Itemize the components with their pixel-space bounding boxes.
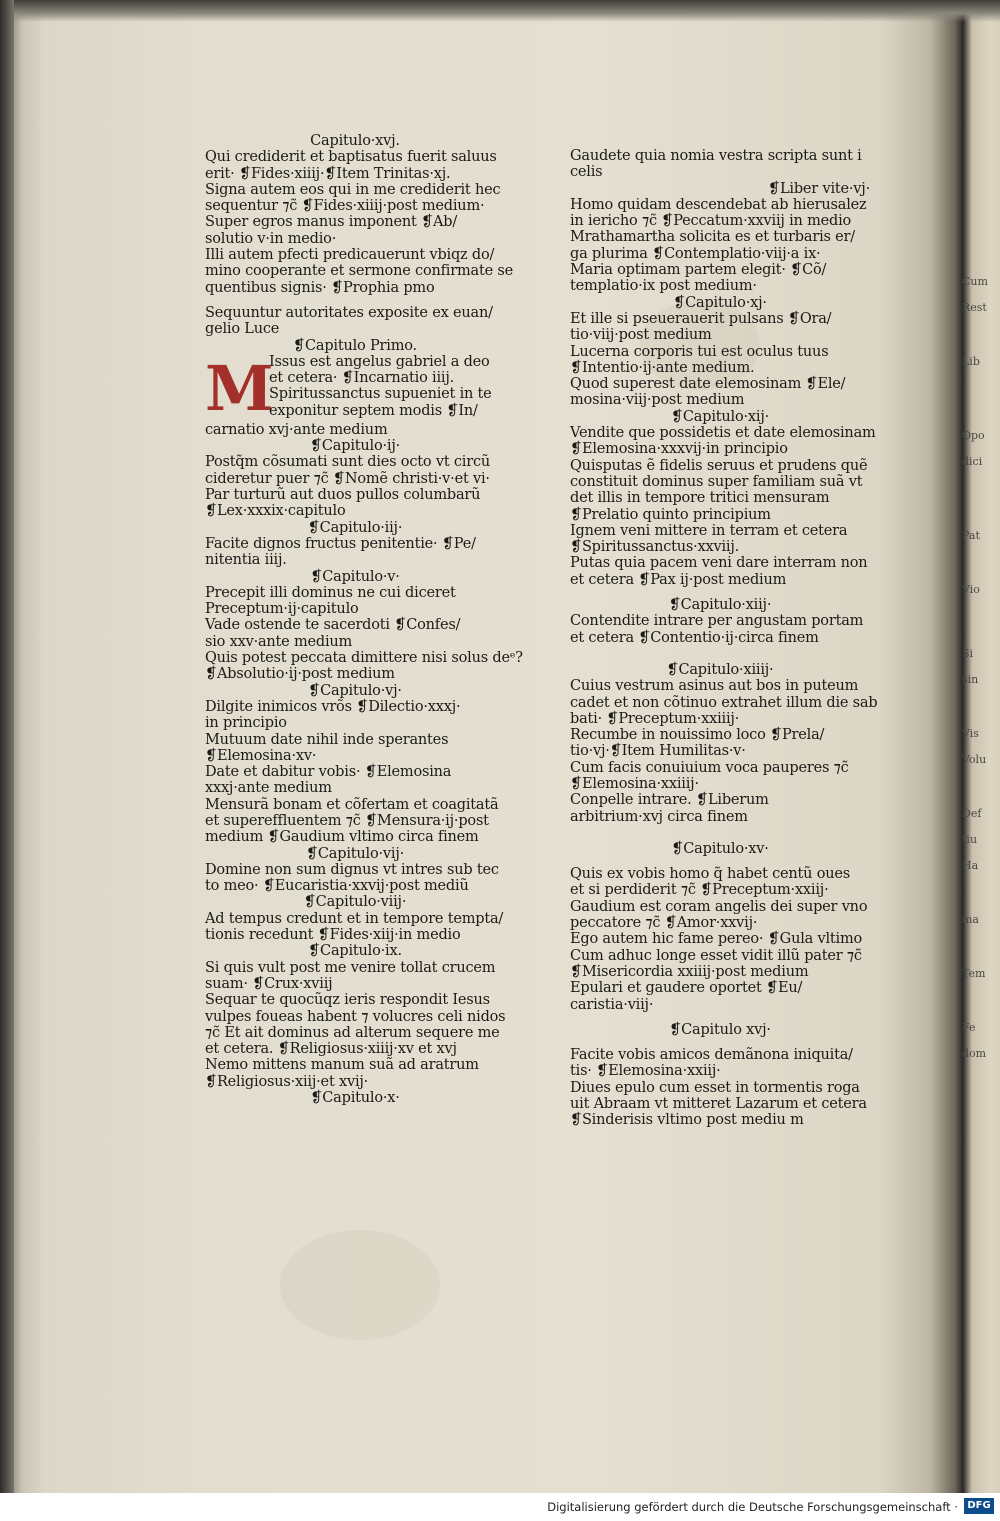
text-line: Putas quia pacem veni dare interram non <box>570 555 868 572</box>
text-line: arbitrium·xvj circa finem <box>570 808 748 825</box>
text-line: Et ille si pseuerauerit pulsans ❡Ora/ <box>570 310 832 327</box>
text-line: Mensurã bonam et cõfertam et coagitatã <box>205 796 499 813</box>
text-line: Diues epulo cum esset in tormentis roga <box>570 1079 860 1096</box>
text-line: Quis potest peccata dimittere nisi solus deᵉ? <box>205 650 523 667</box>
chapter-heading: ❡Capitulo·vj· <box>308 682 402 699</box>
paper-stain <box>280 1230 440 1340</box>
text-line: Qui crediderit et baptisatus fuerit saluus <box>205 149 497 166</box>
chapter-heading: ❡Capitulo·xv· <box>671 840 769 857</box>
text-line: vulpes foueas habent ⁊ volucres celi nidos <box>205 1008 506 1025</box>
text-line: Super egros manus imponent ❡Ab/ <box>205 214 458 231</box>
fragment-line: Rest <box>962 301 987 314</box>
text-line: gelio Luce <box>205 321 280 338</box>
text-line: peccatore ⁊c̃ ❡Amor·xxvij· <box>570 915 758 932</box>
binding-shadow <box>0 0 1000 22</box>
chapter-heading: ❡Capitulo·vij· <box>305 845 405 862</box>
text-line: constituit dominus super familiam suã vt <box>570 473 863 490</box>
text-line: tionis recedunt ❡Fides·xiij·in medio <box>205 927 461 944</box>
facing-page-fragment <box>962 265 1000 1315</box>
right-text-column <box>570 148 878 1129</box>
spacer <box>205 296 505 305</box>
text-line: Par turturũ aut duos pullos columbarũ <box>205 487 481 504</box>
left-page-edge <box>0 0 14 1493</box>
text-line: Dilgite inimicos vrõs ❡Dilectio·xxxj· <box>205 698 461 715</box>
text-line: Lucerna corporis tui est oculus tuus <box>570 343 829 360</box>
text-line: Vade ostende te sacerdoti ❡Confes/ <box>205 617 461 634</box>
text-line: Ego autem hic fame pereo· ❡Gula vltimo <box>570 931 863 948</box>
text-line: ❡Religiosus·xiij·et xvij· <box>205 1073 369 1090</box>
fragment-line: dici <box>962 455 983 468</box>
chapter-heading: ❡Capitulo·ij· <box>309 438 401 455</box>
fragment-line: tiu <box>962 833 978 846</box>
text-line: Contendite intrare per angustam portam <box>570 613 864 630</box>
text-line: bati· ❡Preceptum·xxiiij· <box>570 710 740 727</box>
text-line: Cum adhuc longe esset vidit illũ pater ⁊c̃ <box>570 947 862 964</box>
chapter-heading: Capitulo·xvj. <box>310 133 400 149</box>
fragment-line: Fe <box>962 1021 976 1034</box>
text-line: Mutuum date nihil inde sperantes <box>205 731 449 748</box>
fragment-line: Lib <box>962 355 980 368</box>
fragment-line: Vis <box>962 727 979 740</box>
text-line: Ad tempus credunt et in tempore tempta/ <box>205 910 504 927</box>
text-line: et supereffluentem ⁊c̃ ❡Mensura·ij·post <box>205 812 489 829</box>
chapter-heading: ❡Capitulo·xj· <box>673 294 767 311</box>
initial-block <box>205 351 505 425</box>
text-line: Issus est angelus gabriel a deo <box>269 353 490 370</box>
text-line: Conpelle intrare. ❡Liberum <box>570 792 769 809</box>
text-line: Spiritussanctus supueniet in te <box>269 386 492 403</box>
text-line: Sequuntur autoritates exposite ex euan/ <box>205 304 493 321</box>
fragment-line: sin <box>962 673 979 686</box>
text-line: et cetera ❡Pax ij·post medium <box>570 571 787 588</box>
text-line: ❡Liber vite·vj· <box>768 180 870 197</box>
chapter-heading: ❡Capitulo·ix. <box>308 943 402 960</box>
fragment-line: dom <box>962 1047 987 1060</box>
text-line: Vendite que possidetis et date elemosinam <box>570 425 876 442</box>
left-text-column <box>205 133 523 1107</box>
text-line: tio·vj·❡Item Humilitas·v· <box>570 743 746 760</box>
text-line: in principio <box>205 715 287 732</box>
text-line: medium ❡Gaudium vltimo circa finem <box>205 829 479 846</box>
text-line: et si perdiderit ⁊c̃ ❡Preceptum·xxiij· <box>570 882 829 899</box>
text-line: Recumbe in nouissimo loco ❡Prela/ <box>570 727 825 744</box>
fragment-line: Opo <box>962 429 985 442</box>
text-line: Date et dabitur vobis· ❡Elemosina <box>205 764 452 781</box>
text-line: caristia·viij· <box>570 996 654 1013</box>
text-line: mino cooperante et sermone confirmate se <box>205 263 513 280</box>
text-line: carnatio xvj·ante medium <box>205 421 388 438</box>
text-line: ❡Elemosina·xxiiij· <box>570 775 699 792</box>
fragment-line: Vio <box>962 583 980 596</box>
text-line: Sequar te quocũqz ieris respondit Iesus <box>205 992 490 1009</box>
text-line: Facite vobis amicos demãnona iniquita/ <box>570 1047 853 1064</box>
text-line: Nemo mittens manum suã ad aratrum <box>205 1057 479 1074</box>
chapter-heading: ❡Capitulo Primo. <box>293 337 417 354</box>
text-line: Quod superest date elemosinam ❡Ele/ <box>570 376 846 393</box>
text-line: Domine non sum dignus vt intres sub tec <box>205 861 499 878</box>
text-line: tis· ❡Elemosina·xxiij· <box>570 1063 721 1080</box>
funding-credit: Digitalisierung gefördert durch die Deutsche Forschungsgemeinschaft · <box>547 1500 958 1514</box>
spacer <box>570 825 870 841</box>
text-line: ga plurima ❡Contemplatio·viij·a ix· <box>570 245 821 262</box>
spacer <box>570 588 870 597</box>
text-line: to meo· ❡Eucaristia·xxvij·post mediũ <box>205 878 469 895</box>
fragment-line: Tem <box>962 967 986 980</box>
text-line: et cetera. ❡Religiosus·xiiij·xv et xvj <box>205 1041 457 1058</box>
text-line: Quisputas ẽ fidelis seruus et prudens quẽ <box>570 457 868 474</box>
text-line: et cetera· ❡Incarnatio iiij. <box>269 370 455 387</box>
text-line: cideretur puer ⁊c̃ ❡Nomẽ christi·v·et vi· <box>205 470 490 487</box>
text-line: Homo quidam descendebat ab hierusalez <box>570 196 867 213</box>
text-line: Ignem veni mittere in terram et cetera <box>570 522 848 539</box>
text-line: Quis ex vobis homo q̃ habet centũ oues <box>570 866 851 883</box>
spacer <box>570 857 870 866</box>
text-line: templatio·ix post medium· <box>570 278 757 295</box>
fragment-line: Si <box>962 647 974 660</box>
spacer <box>570 1013 870 1022</box>
text-line: ⁊c̃ Et ait dominus ad alterum sequere me <box>205 1024 500 1041</box>
text-line: ❡Elemosina·xv· <box>205 747 317 764</box>
text-line: celis <box>570 164 603 181</box>
chapter-heading: ❡Capitulo·iij· <box>307 519 403 536</box>
text-line: ❡Absolutio·ij·post medium <box>205 666 395 683</box>
text-line: erit· ❡Fides·xiiij·❡Item Trinitas·xj. <box>205 165 451 182</box>
chapter-heading: ❡Capitulo·xiiij· <box>666 661 774 678</box>
text-line: Maria optimam partem elegit· ❡Cõ/ <box>570 262 827 279</box>
text-line: mosina·viij·post medium <box>570 392 745 409</box>
text-line: ❡Prelatio quinto principium <box>570 506 771 523</box>
text-line: quentibus signis· ❡Prophia pmo <box>205 279 435 296</box>
text-line: sequentur ⁊c̃ ❡Fides·xiiij·post medium· <box>205 198 485 215</box>
text-line: ❡Elemosina·xxxvij·in principio <box>570 441 788 458</box>
text-line: det illis in tempore tritici mensuram <box>570 490 830 507</box>
fragment-line: Pat <box>962 529 980 542</box>
fragment-line: Cum <box>962 275 988 288</box>
fragment-line: ma <box>962 913 979 926</box>
fragment-line: Volu <box>962 753 987 766</box>
text-line: nitentia iiij. <box>205 552 287 569</box>
chapter-heading: ❡Capitulo·v· <box>310 568 400 585</box>
text-line: Signa autem eos qui in me crediderit hec <box>205 181 501 198</box>
chapter-heading: ❡Capitulo·x· <box>310 1090 400 1107</box>
chapter-heading: ❡Capitulo·viij· <box>303 894 407 911</box>
text-line: Illi autem pfecti predicauerunt vbiqz do/ <box>205 247 495 264</box>
footer-bar <box>0 1493 1000 1521</box>
text-line: ❡Sinderisis vltimo post mediu m <box>570 1112 804 1129</box>
decorated-initial: M <box>205 351 274 425</box>
text-line: Gaudete quia nomia vestra scripta sunt i <box>570 148 862 164</box>
text-line: Postq̃m cõsumati sunt dies octo vt circũ <box>205 454 491 471</box>
fragment-line: Ha <box>962 859 979 872</box>
text-line: tio·viij·post medium <box>570 327 712 344</box>
chapter-heading: ❡Capitulo xvj· <box>669 1021 771 1038</box>
text-line: Facite dignos fructus penitentie· ❡Pe/ <box>205 535 476 552</box>
text-line: ❡Lex·xxxix·capitulo <box>205 503 346 520</box>
text-line: solutio v·in medio· <box>205 230 337 247</box>
text-line: Mrathamartha solicita es et turbaris er/ <box>570 229 855 246</box>
chapter-heading: ❡Capitulo·xij· <box>670 408 770 425</box>
dfg-logo-icon: DFG <box>964 1498 994 1514</box>
text-line: sio xxv·ante medium <box>205 633 353 650</box>
text-line: xxxj·ante medium <box>205 780 332 797</box>
text-line: Epulari et gaudere oportet ❡Eu/ <box>570 980 803 997</box>
text-line: Cuius vestrum asinus aut bos in puteum <box>570 678 859 695</box>
text-line: exponitur septem modis ❡In/ <box>269 402 478 419</box>
text-line: ❡Spiritussanctus·xxviij. <box>570 539 740 556</box>
text-line: Precepit illi dominus ne cui diceret <box>205 584 456 601</box>
spacer <box>570 1038 870 1047</box>
text-line: Si quis vult post me venire tollat crucem <box>205 959 496 976</box>
text-line: cadet et non cõtinuo extrahet illum die sab <box>570 694 878 711</box>
chapter-heading: ❡Capitulo·xiij· <box>668 597 772 614</box>
fragment-line: Def <box>962 807 982 820</box>
text-line: in iericho ⁊c̃ ❡Peccatum·xxviij in medio <box>570 213 852 230</box>
text-line: et cetera ❡Contentio·ij·circa finem <box>570 629 819 646</box>
text-line: suam· ❡Crux·xviij <box>205 975 333 992</box>
text-line: Preceptum·ij·capitulo <box>205 601 359 618</box>
text-line: Cum facis conuiuium voca pauperes ⁊c̃ <box>570 759 849 776</box>
spacer <box>570 646 870 662</box>
text-line: Gaudium est coram angelis dei super vno <box>570 898 868 915</box>
text-line: uit Abraam vt mitteret Lazarum et cetera <box>570 1096 867 1113</box>
text-line: ❡Misericordia xxiiij·post medium <box>570 963 809 980</box>
text-line: ❡Intentio·ij·ante medium. <box>570 359 755 376</box>
